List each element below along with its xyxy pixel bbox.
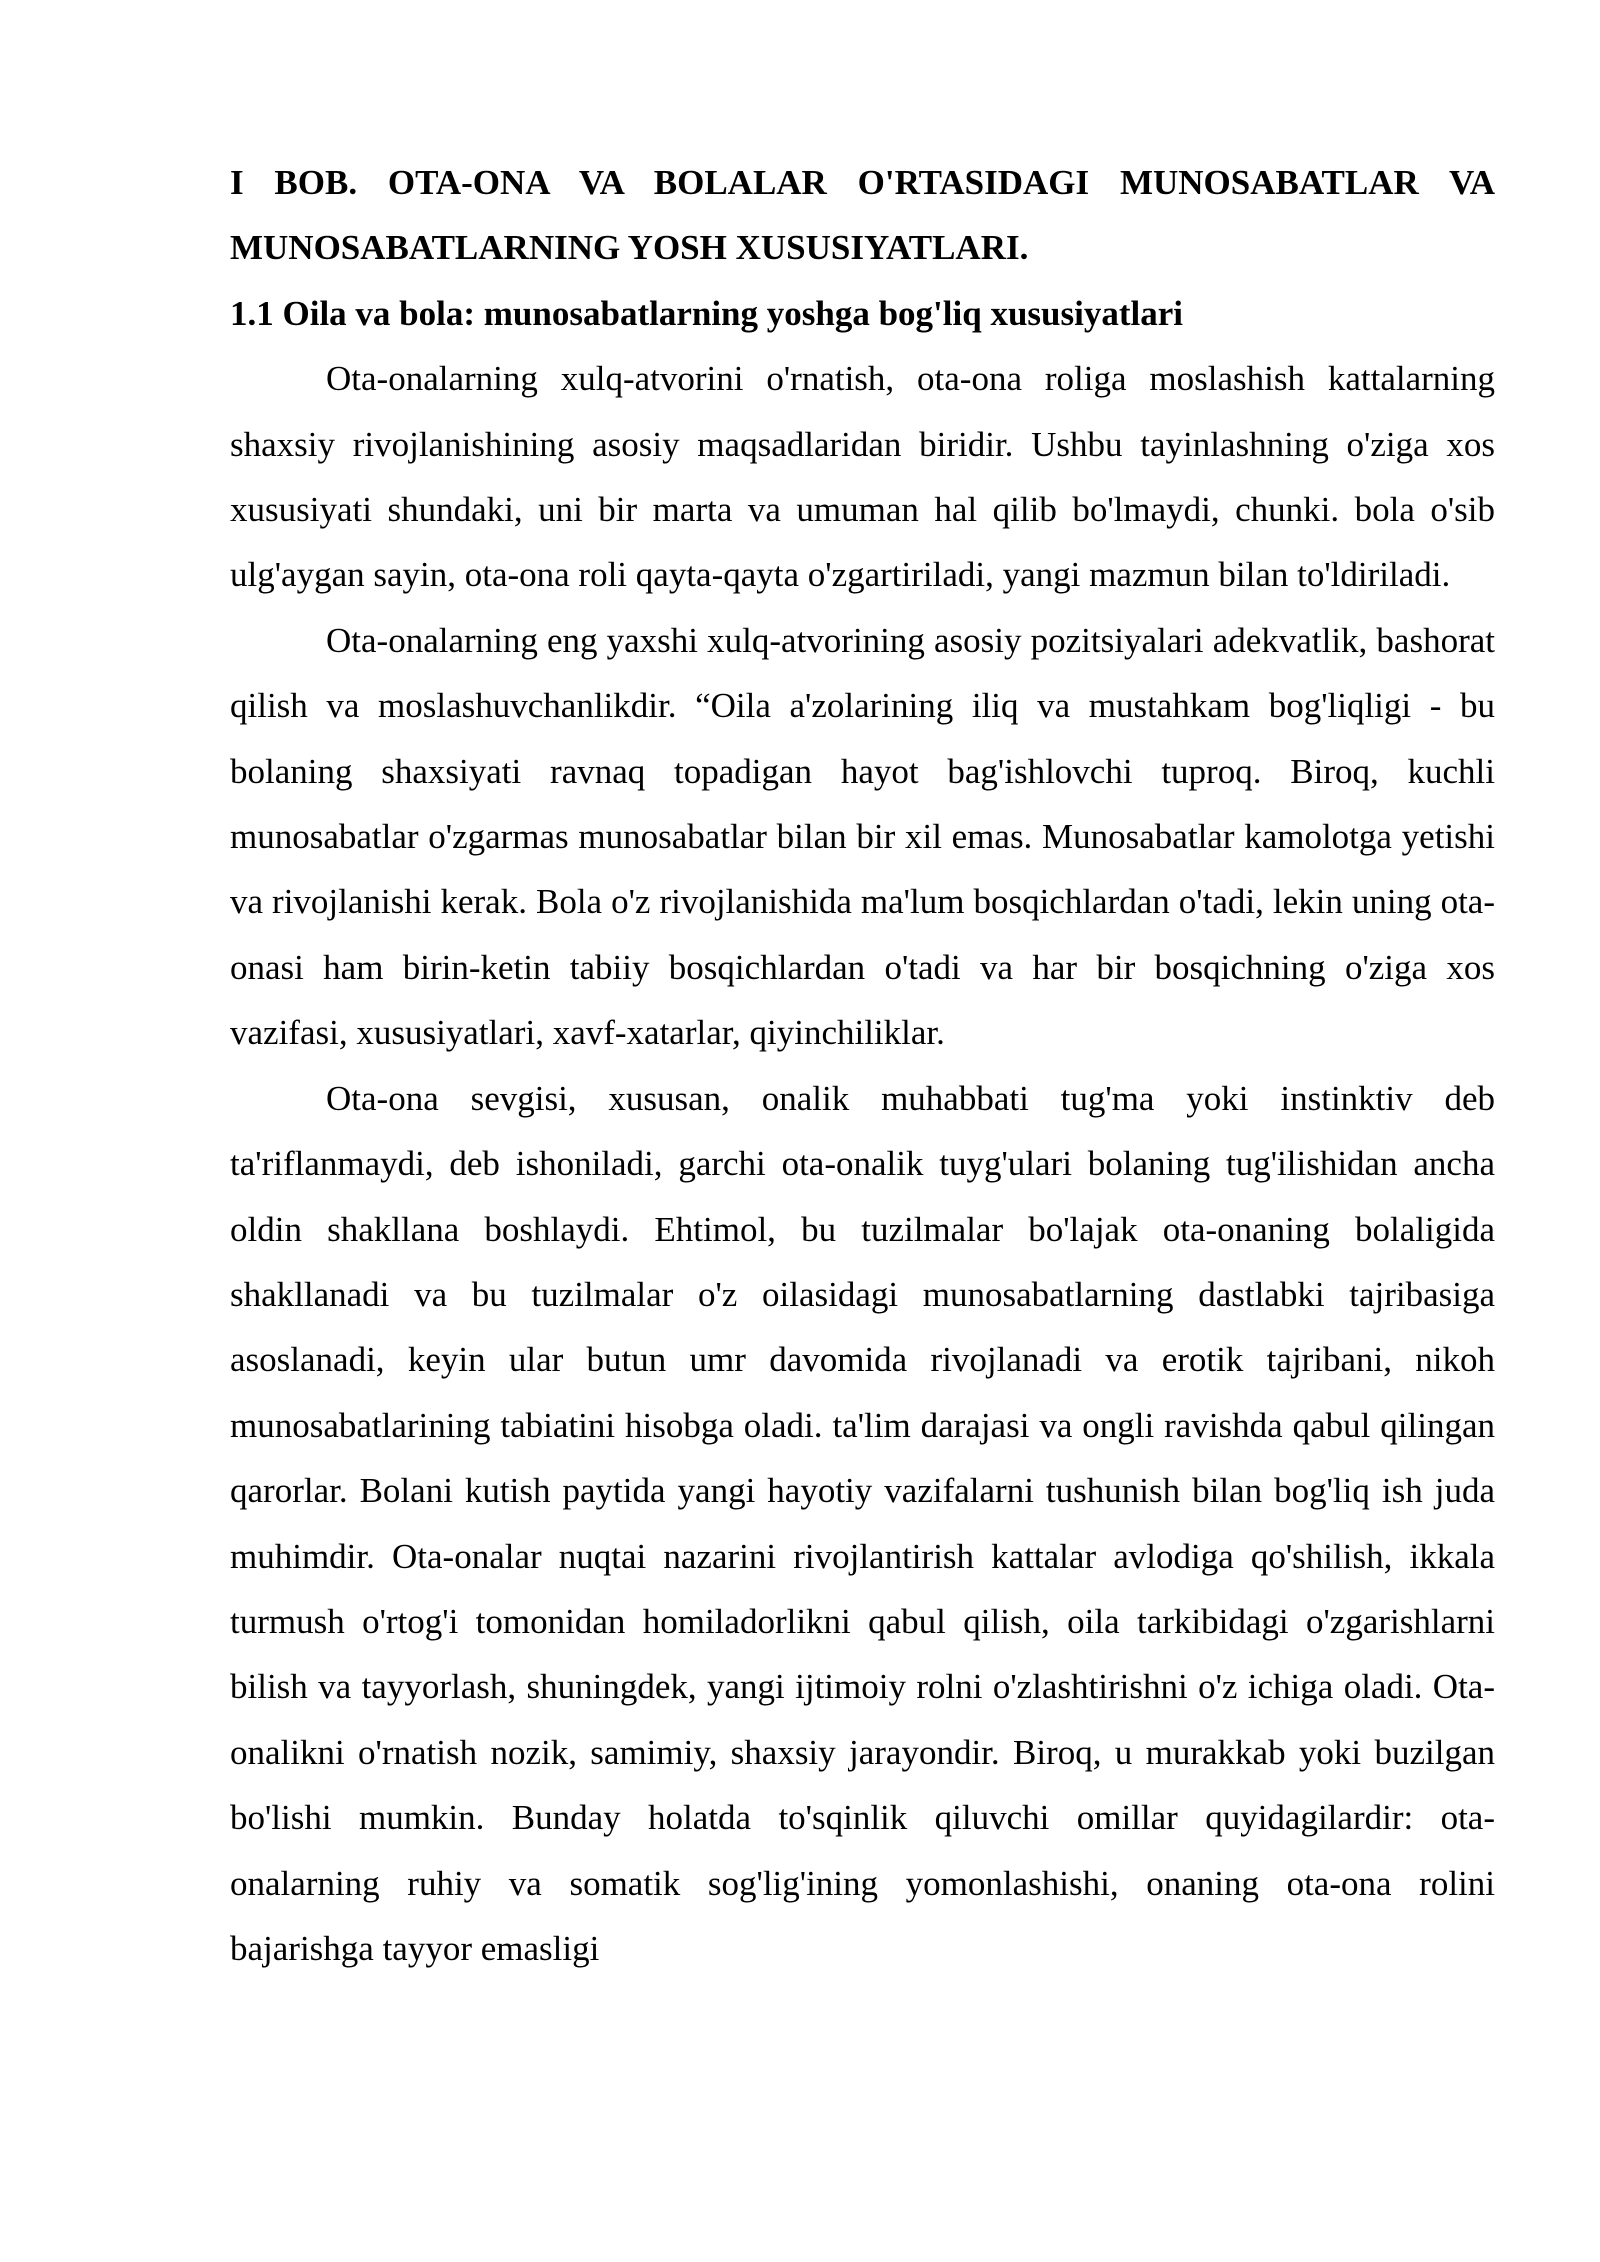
body-paragraph-3: Ota-ona sevgisi, xususan, onalik muhabbati tug'ma yoki instinktiv deb ta'riflanmaydi, deb ishoniladi, garchi ota-onalik tuyg'ulari bolaning tug'ilishidan ancha oldin shakllana boshlaydi. Ehtimol, bu tuzilmalar bo'lajak ota-onaning bolaligida shakllanadi va bu tuzilmalar o'z oilasidagi munosabatlarning dastlabki tajribasiga asoslanadi, keyin ular butun umr davomida rivojlanadi va erotik tajribani, nikoh munosabatlarining tabiatini hisobga oladi. ta'lim darajasi va ongli ravishda qabul qilingan qarorlar. Bolani kutish paytida yangi hayotiy vazifalarni tushunish bilan bog'liq ish juda muhimdir. Ota-onalar nuqtai nazarini rivojlantirish kattalar avlodiga qo'shilish, ikkala turmush o'rtog'i tomonidan homiladorlikni qabul qilish, oila tarkibidagi o'zgarishlarni bilish va tayyorlash, shuningdek, yangi ijtimoiy rolni o'zlashtirishni o'z ichiga oladi. Ota-onalikni o'rnatish nozik, samimiy, shaxsiy jarayondir. Biroq, u murakkab yoki buzilgan bo'lishi mumkin. Bunday holatda to'sqinlik qiluvchi omillar quyidagilardir: ota-onalarning ruhiy va somatik sog'lig'ining yomonlashishi, onaning ota-ona rolini bajarishga tayyor emasligi (230, 1078, 1495, 1968)
section-title: 1.1 Oila va bola: munosabatlarning yoshga bog'liq xususiyatlari (230, 293, 1183, 333)
body-paragraph-2: Ota-onalarning eng yaxshi xulq-atvorining asosiy pozitsiyalari adekvatlik, bashorat qilish va moslashuvchanlikdir. “Oila a'zolarining iliq va mustahkam bog'liqligi - bu bolaning shaxsiyati ravnaq topadigan hayot bag'ishlovchi tuproq. Biroq, kuchli munosabatlar o'zgarmas munosabatlar bilan bir xil emas. Munosabatlar kamolotga yetishi va rivojlanishi kerak. Bola o'z rivojlanishida ma'lum bosqichlardan o'tadi, lekin uning ota-onasi ham birin-ketin tabiiy bosqichlardan o'tadi va har bir bosqichning o'ziga xos vazifasi, xususiyatlari, xavf-xatarlar, qiyinchiliklar. (230, 620, 1495, 1053)
document-page (230, 150, 1495, 1981)
body-paragraph-1: Ota-onalarning xulq-atvorini o'rnatish, ota-ona roliga moslashish kattalarning shaxsiy rivojlanishining asosiy maqsadlaridan biridir. Ushbu tayinlashning o'ziga xos xususiyati shundaki, uni bir marta va umuman hal qilib bo'lmaydi, chunki. bola o'sib ulg'aygan sayin, ota-ona roli qayta-qayta o'zgartiriladi, yangi mazmun bilan to'ldiriladi. (230, 359, 1495, 595)
chapter-title: I BOB. OTA-ONA VA BOLALAR O'RTASIDAGI MUNOSABATLAR VA MUNOSABATLARNING YOSH XUSUSIYATLARI. (230, 163, 1495, 268)
